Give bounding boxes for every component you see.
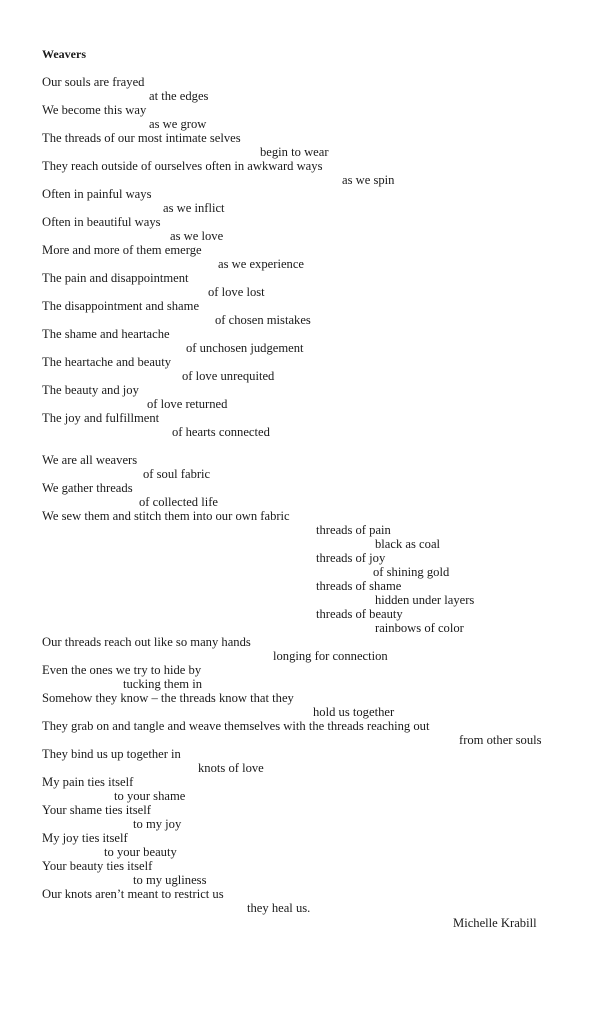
poem-line: Your shame ties itself	[42, 803, 151, 817]
poem-line: to your beauty	[104, 845, 177, 859]
poem-line: of chosen mistakes	[215, 313, 311, 327]
poem-line: black as coal	[375, 537, 441, 551]
poem-line: hold us together	[313, 705, 395, 719]
poem-line: hidden under layers	[375, 593, 475, 607]
poem-title: Weavers	[42, 47, 86, 61]
poem-line: We sew them and stitch them into our own fabric	[42, 509, 290, 523]
poem-line: The threads of our most intimate selves	[42, 131, 241, 145]
poem-line: of unchosen judgement	[186, 341, 304, 355]
poem-line: Our knots aren’t meant to restrict us	[42, 887, 224, 901]
poem-line: to my joy	[133, 817, 182, 831]
poem-line: My pain ties itself	[42, 775, 134, 789]
poem-line: from other souls	[459, 733, 542, 747]
poem-line: Our souls are frayed	[42, 75, 145, 89]
poem-line: threads of shame	[316, 579, 402, 593]
poem-line: Often in beautiful ways	[42, 215, 161, 229]
poem-line: The joy and fulfillment	[42, 411, 160, 425]
poem-line: as we spin	[342, 173, 395, 187]
poem-line: Often in painful ways	[42, 187, 152, 201]
poem-line: as we experience	[218, 257, 305, 271]
poem-line: of collected life	[139, 495, 219, 509]
poem-line: of love returned	[147, 397, 228, 411]
stanza-1	[42, 75, 602, 439]
poem-line: of love lost	[208, 285, 265, 299]
poem-line: they heal us.	[247, 901, 311, 915]
poem-line: as we grow	[149, 117, 207, 131]
poem-line: Even the ones we try to hide by	[42, 663, 202, 677]
poem-line: threads of joy	[316, 551, 386, 565]
poem-line: The shame and heartache	[42, 327, 170, 341]
poem-line: More and more of them emerge	[42, 243, 202, 257]
poem-line: We are all weavers	[42, 453, 138, 467]
poem-line: knots of love	[198, 761, 264, 775]
poem-line: They bind us up together in	[42, 747, 181, 761]
poem-line: The heartache and beauty	[42, 355, 172, 369]
poem-line: of hearts connected	[172, 425, 270, 439]
poem-line: My joy ties itself	[42, 831, 128, 845]
poem-line: The pain and disappointment	[42, 271, 189, 285]
poem-line: We gather threads	[42, 481, 133, 495]
poem-line: rainbows of color	[375, 621, 464, 635]
poem-line: of soul fabric	[143, 467, 211, 481]
poem-line: Somehow they know – the threads know that they	[42, 691, 294, 705]
poem-line: The disappointment and shame	[42, 299, 200, 313]
poem-body	[42, 75, 602, 915]
poem-line: of love unrequited	[182, 369, 275, 383]
poem-line: longing for connection	[273, 649, 388, 663]
poem-line: begin to wear	[260, 145, 329, 159]
poem-line: to your shame	[114, 789, 186, 803]
poem-line: of shining gold	[373, 565, 450, 579]
poem-line: Our threads reach out like so many hands	[42, 635, 251, 649]
poem-author: Michelle Krabill	[453, 916, 537, 930]
poem-line: Your beauty ties itself	[42, 859, 153, 873]
poem-line: as we inflict	[163, 201, 225, 215]
poem-line: threads of beauty	[316, 607, 403, 621]
poem-line: threads of pain	[316, 523, 391, 537]
poem-line: as we love	[170, 229, 224, 243]
poem-line: tucking them in	[123, 677, 203, 691]
poem-line: The beauty and joy	[42, 383, 139, 397]
poem-line: We become this way	[42, 103, 147, 117]
poem-line: at the edges	[149, 89, 209, 103]
poem-line: They reach outside of ourselves often in awkward ways	[42, 159, 323, 173]
poem-line: to my ugliness	[133, 873, 207, 887]
stanza-gap	[42, 439, 602, 453]
stanza-2	[42, 453, 602, 915]
poem-line: They grab on and tangle and weave themselves with the threads reaching out	[42, 719, 430, 733]
